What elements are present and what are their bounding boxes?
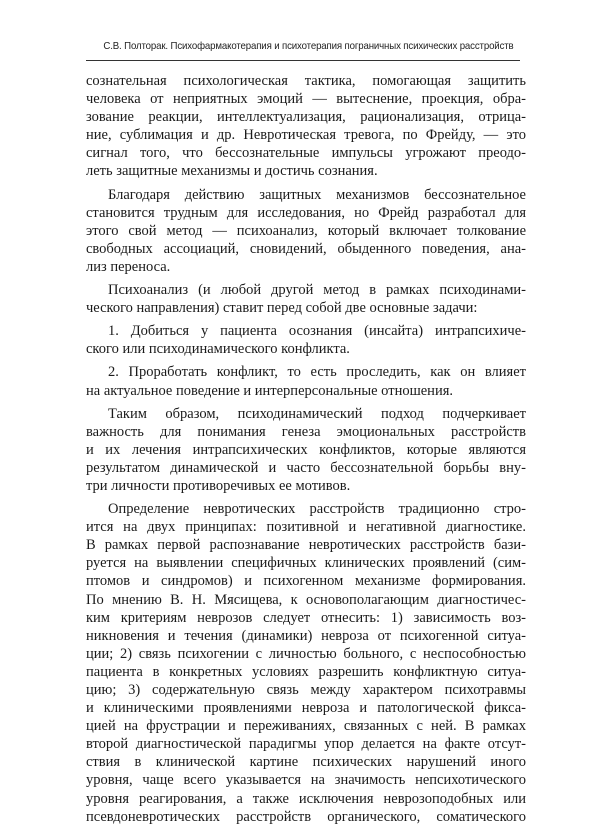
text-line: важность для понимания генеза эмоциональных расстройств <box>86 423 526 440</box>
text-line: руется на выявлении специфичных клинических проявлений (сим- <box>86 555 526 572</box>
text-line: птомов и синдромов) и психогенном механизме формирования. <box>86 573 526 590</box>
text-line: свободных ассоциаций, сновидений, обыденного поведения, ана- <box>86 240 526 257</box>
text-line: и их лечения интрапсихических конфликтов, которые являются <box>86 441 526 458</box>
text-line: ции; 2) связь психогении с личностью больного, с неспособностью <box>86 645 526 662</box>
text-line: уровня реагирования, а также исключения неврозоподобных или <box>86 790 526 807</box>
text-line: результатом динамической и часто бессознательной борьбы вну- <box>86 459 526 476</box>
text-line: цией на фрустрации и переживаниях, связанных с ней. В рамках <box>86 718 526 735</box>
text-line: ствия в клинической картине психических нарушений иного <box>86 754 526 771</box>
text-line: По мнению В. Н. Мясищева, к основополагающим диагностичес- <box>86 591 526 608</box>
text-line: никновения и течения (динамики) невроза от психогенной ситуа- <box>86 627 526 644</box>
paragraph <box>86 405 526 495</box>
text-line: три личности противоречивых ее мотивов. <box>86 477 351 494</box>
text-line: В рамках первой распознавание невротических расстройств бази- <box>86 537 526 554</box>
text-line: леть защитные механизмы и достичь сознания. <box>86 163 378 180</box>
text-line: цию; 3) содержательную связь между характером психотравмы <box>86 682 526 698</box>
text-line: сознательная психологическая тактика, помогающая защитить <box>86 73 526 89</box>
text-line: 2. Проработать конфликт, то есть проследить, как он влияет <box>108 364 526 381</box>
text-line: ского или психодинамического конфликта. <box>86 341 350 358</box>
text-line: ким критериям неврозов следует отнесить: 1) зависимость воз- <box>86 609 526 626</box>
paragraph <box>86 500 526 826</box>
text-line: этого свой метод — психоанализ, который включает толкование <box>86 222 526 239</box>
text-line: пациента в конкретных условиях разрешить конфликтную ситуа- <box>86 663 526 680</box>
paragraph <box>86 281 526 317</box>
text-line: сигнал того, что бессознательные импульсы угрожают преодо- <box>86 145 526 162</box>
text-line: на актуальное поведение и интерперсональные отношения. <box>86 382 453 399</box>
text-line: Определение невротических расстройств традиционно стро- <box>108 501 526 518</box>
paragraph <box>86 186 526 276</box>
text-line: и клиническими проявлениями невроза и патологической фикса- <box>86 700 526 717</box>
text-line: Благодаря действию защитных механизмов бессознательное <box>108 186 526 203</box>
text-line: человека от неприятных эмоций — вытеснение, проекция, обра- <box>86 91 526 108</box>
text-line: Психоанализ (и любой другой метод в рамках психодинами- <box>108 282 526 299</box>
text-line: второй диагностической парадигмы упор делается на факте отсут- <box>86 736 526 753</box>
paragraph <box>86 363 526 399</box>
paragraph <box>86 322 526 358</box>
text-line: 1. Добиться у пациента осознания (инсайта) интрапсихиче- <box>108 323 526 340</box>
running-header: С.В. Полторак. Психофармакотерапия и психотерапия пограничных психических расстройств <box>103 40 514 52</box>
text-line: псевдоневротических расстройств органического, соматического <box>86 808 526 825</box>
text-line: лиз переноса. <box>86 258 171 275</box>
text-line: ческого направления) ставит перед собой две основные задачи: <box>86 300 478 317</box>
text-line: становится трудным для исследования, но Фрейд разработал для <box>86 204 526 221</box>
header-rule <box>86 60 520 61</box>
text-line: ние, сублимация и др. Невротическая тревога, по Фрейду, — это <box>86 127 526 144</box>
text-line: ится на двух принципах: позитивной и негативной диагностике. <box>86 519 526 536</box>
text-line: зование реакции, интеллектуализация, рационализация, отрица- <box>86 109 526 126</box>
text-line: уровня, чаще всего указывается на значимость непсихотического <box>86 772 526 789</box>
text-line: Таким образом, психодинамический подход подчеркивает <box>108 405 526 422</box>
body-text <box>86 72 526 826</box>
paragraph <box>86 72 526 181</box>
